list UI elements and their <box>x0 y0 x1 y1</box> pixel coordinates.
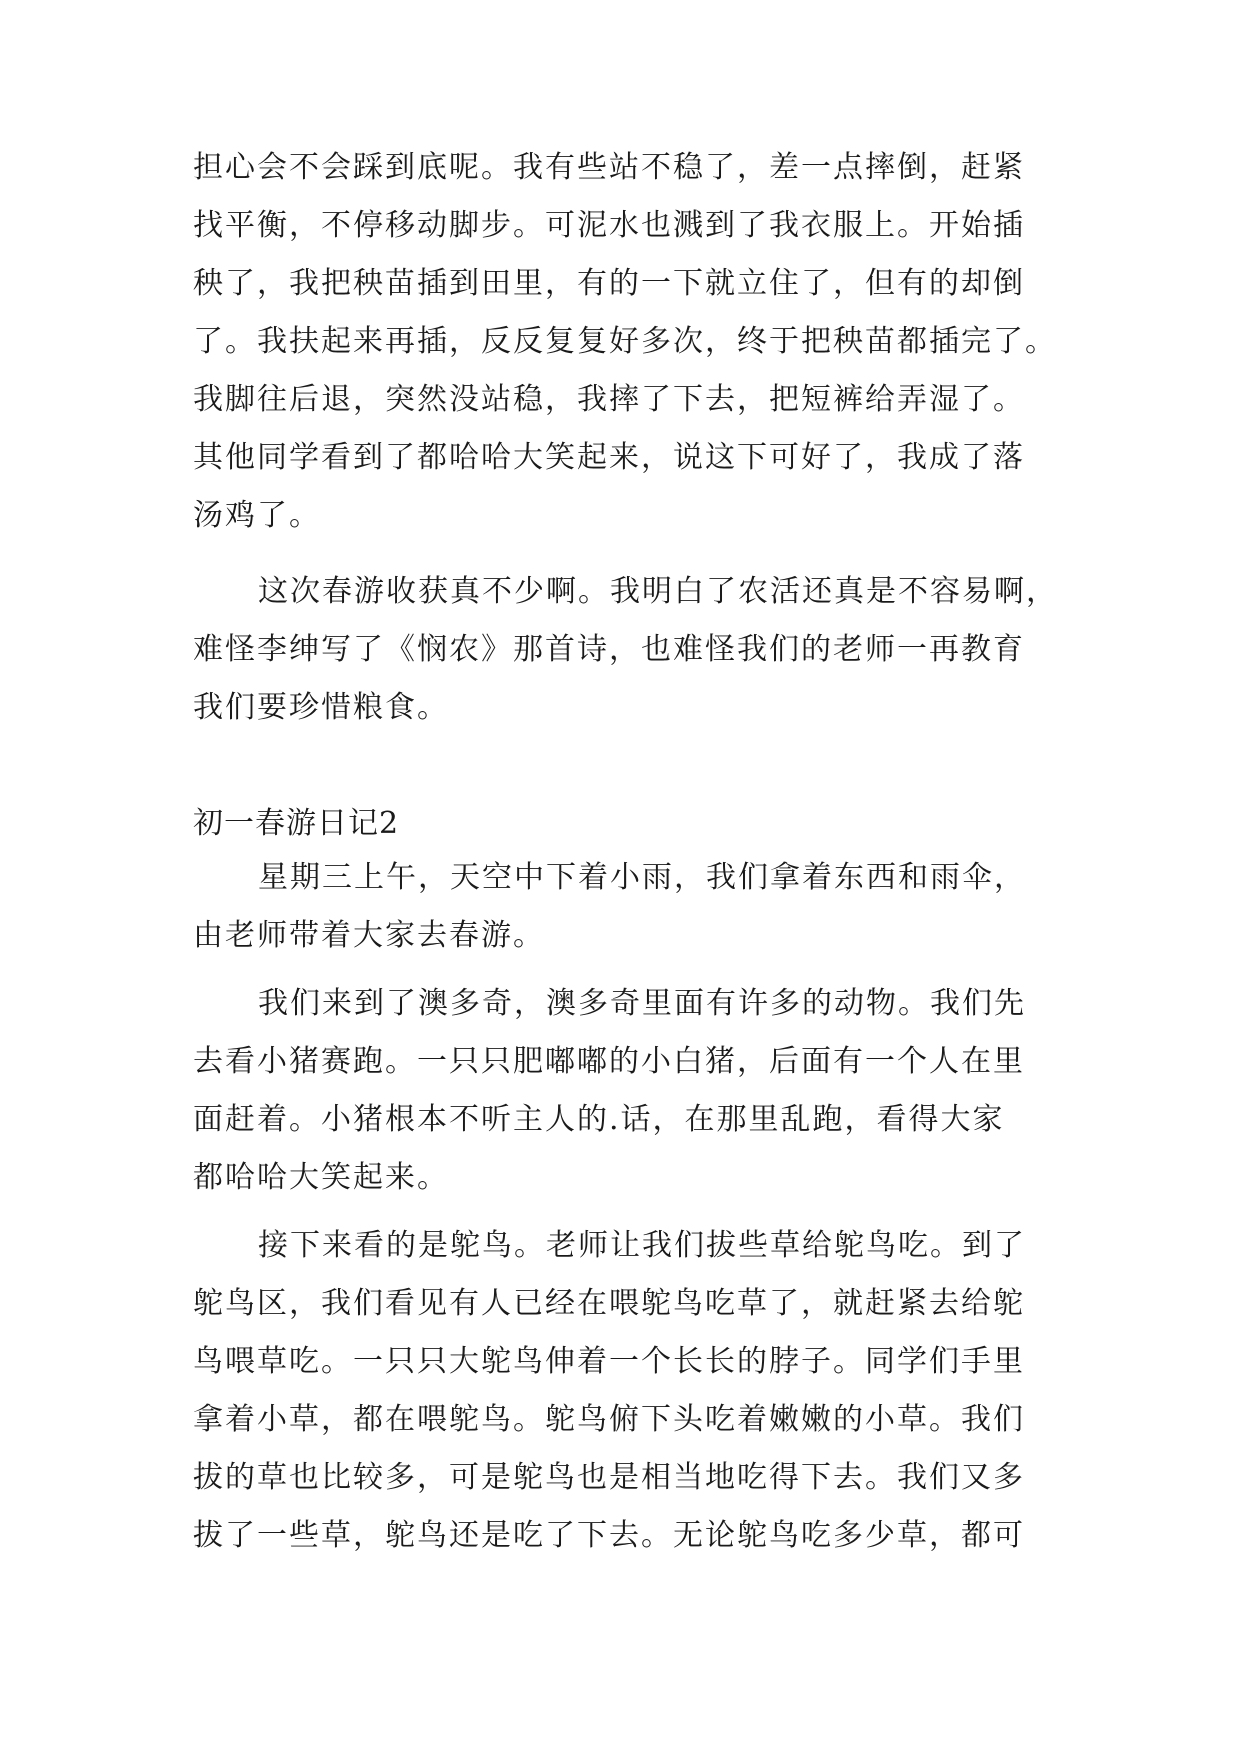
paragraph-first-line: 接下来看的是鸵鸟。老师让我们拔些草给鸵鸟吃。到了 <box>258 1228 1026 1263</box>
text-line: 都哈哈大笑起来。 <box>193 1160 449 1195</box>
text-line: 汤鸡了。 <box>193 498 321 533</box>
text-line: 找平衡，不停移动脚步。可泥水也溅到了我衣服上。开始插 <box>193 208 1025 243</box>
text-line: 拿着小草，都在喂鸵鸟。鸵鸟俯下头吃着嫩嫩的小草。我们 <box>193 1402 1025 1437</box>
paragraph-first-line: 星期三上午，天空中下着小雨，我们拿着东西和雨伞， <box>258 860 1026 895</box>
text-line: 我们要珍惜粮食。 <box>193 690 449 725</box>
text-line: 其他同学看到了都哈哈大笑起来，说这下可好了，我成了落 <box>193 440 1025 475</box>
paragraph-first-line: 这次春游收获真不少啊。我明白了农活还真是不容易啊， <box>258 574 1058 609</box>
text-line: 拔的草也比较多，可是鸵鸟也是相当地吃得下去。我们又多 <box>193 1460 1025 1495</box>
paragraph-first-line: 我们来到了澳多奇，澳多奇里面有许多的动物。我们先 <box>258 986 1026 1021</box>
text-line: 秧了，我把秧苗插到田里，有的一下就立住了，但有的却倒 <box>193 266 1025 301</box>
text-line: 难怪李绅写了《悯农》那首诗，也难怪我们的老师一再教育 <box>193 632 1025 667</box>
text-line: 去看小猪赛跑。一只只肥嘟嘟的小白猪，后面有一个人在里 <box>193 1044 1025 1079</box>
text-line: 面赶着。小猪根本不听主人的.话，在那里乱跑，看得大家 <box>193 1102 1005 1137</box>
text-line: 鸟喂草吃。一只只大鸵鸟伸着一个长长的脖子。同学们手里 <box>193 1344 1025 1379</box>
text-line: 了。我扶起来再插，反反复复好多次，终于把秧苗都插完了。 <box>193 324 1057 359</box>
text-line: 担心会不会踩到底呢。我有些站不稳了，差一点摔倒，赶紧 <box>193 150 1025 185</box>
text-line: 鸵鸟区，我们看见有人已经在喂鸵鸟吃草了，就赶紧去给鸵 <box>193 1286 1025 1321</box>
text-line: 我脚往后退，突然没站稳，我摔了下去，把短裤给弄湿了。 <box>193 382 1025 417</box>
text-line: 拔了一些草，鸵鸟还是吃了下去。无论鸵鸟吃多少草，都可 <box>193 1518 1025 1553</box>
text-line: 由老师带着大家去春游。 <box>193 918 545 953</box>
section-heading: 初一春游日记2 <box>193 806 400 841</box>
